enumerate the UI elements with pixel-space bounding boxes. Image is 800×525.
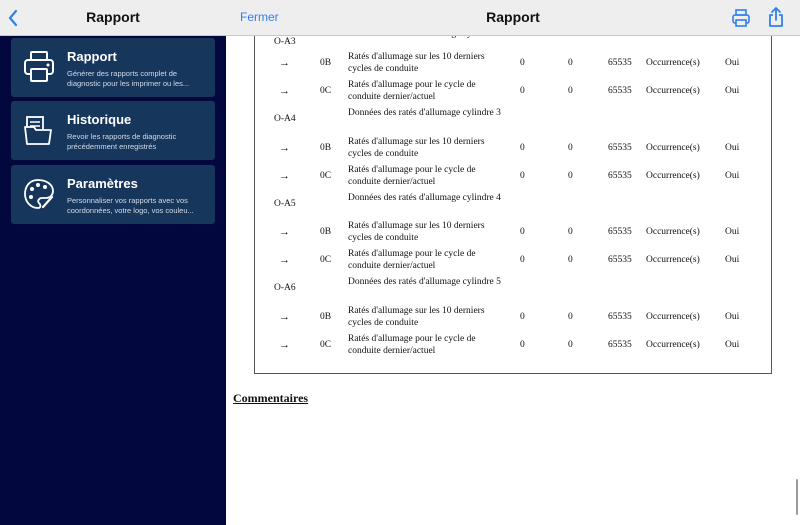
pid-code: 0C [320, 86, 332, 96]
unit-cell: Occurrence(s) [646, 143, 700, 153]
row-description: Ratés d'allumage sur les 10 derniers cycles de conduite [348, 306, 485, 328]
value-cell: 0 [520, 227, 525, 237]
value-cell: 0 [520, 340, 525, 350]
sidebar-header [0, 0, 226, 36]
row-description: Ratés d'allumage sur les 10 derniers cycles de conduite [348, 221, 485, 243]
menu-item-description: Personnaliser vos rapports avec vos coordonnées, votre logo, vos couleu... [67, 196, 194, 215]
value-cell: 0 [568, 340, 573, 350]
value-cell: 0 [568, 312, 573, 322]
status-cell: Oui [725, 340, 740, 350]
palette-icon [23, 177, 55, 211]
pid-code: 0B [320, 312, 332, 322]
pid-code: 0B [320, 143, 332, 153]
pid-code: 0B [320, 227, 332, 237]
value-cell: 0 [520, 58, 525, 68]
status-cell: Oui [725, 86, 740, 96]
group-id: O-A6 [274, 283, 296, 293]
row-description: Ratés d'allumage pour le cycle de conduite dernier/actuel [348, 334, 476, 356]
arrow-icon: → [279, 57, 290, 69]
max-cell: 65535 [608, 58, 632, 68]
menu-item-title: Historique [67, 112, 132, 127]
group-id: O-A5 [274, 199, 296, 209]
menu-item-parametres[interactable] [11, 165, 215, 224]
group-title: Données des ratés d'allumage cylindre 3 [348, 108, 501, 118]
pid-code: 0C [320, 255, 332, 265]
row-description: Ratés d'allumage sur les 10 derniers cycles de conduite [348, 52, 485, 74]
value-cell: 0 [520, 86, 525, 96]
share-icon [767, 6, 785, 28]
value-cell: 0 [568, 58, 573, 68]
comments-heading: Commentaires [233, 391, 309, 405]
unit-cell: Occurrence(s) [646, 312, 700, 322]
report-document[interactable] [226, 36, 800, 525]
menu-item-description: Revoir les rapports de diagnostic précédemment enregistrés [67, 132, 177, 151]
group-title: Données des ratés d'allumage cylindre 5 [348, 277, 501, 287]
report-header [226, 0, 800, 36]
arrow-icon: → [279, 254, 290, 266]
max-cell: 65535 [608, 227, 632, 237]
status-cell: Oui [725, 58, 740, 68]
sidebar [0, 0, 226, 525]
value-cell: 0 [520, 255, 525, 265]
value-cell: 0 [568, 255, 573, 265]
arrow-icon: → [279, 311, 290, 323]
max-cell: 65535 [608, 255, 632, 265]
arrow-icon: → [279, 142, 290, 154]
unit-cell: Occurrence(s) [646, 340, 700, 350]
print-icon [731, 8, 751, 28]
row-description: Ratés d'allumage sur les 10 derniers cycles de conduite [348, 137, 485, 159]
arrow-icon: → [279, 170, 290, 182]
max-cell: 65535 [608, 312, 632, 322]
status-cell: Oui [725, 227, 740, 237]
max-cell: 65535 [608, 143, 632, 153]
value-cell: 0 [568, 143, 573, 153]
value-cell: 0 [520, 171, 525, 181]
menu-item-description: Générer des rapports complet de diagnostic pour les imprimer ou les... [67, 69, 190, 88]
menu-item-title: Rapport [67, 49, 117, 64]
status-cell: Oui [725, 171, 740, 181]
status-cell: Oui [725, 143, 740, 153]
pid-code: 0C [320, 171, 332, 181]
max-cell: 65535 [608, 340, 632, 350]
menu-item-rapport[interactable] [11, 38, 215, 97]
scrollbar-thumb[interactable] [796, 479, 798, 515]
share-button[interactable] [767, 6, 785, 28]
arrow-icon: → [279, 339, 290, 351]
group-id: O-A3 [274, 37, 296, 47]
value-cell: 0 [568, 86, 573, 96]
printer-icon [23, 50, 55, 84]
value-cell: 0 [520, 312, 525, 322]
group-id: O-A4 [274, 114, 296, 124]
menu-item-historique[interactable] [11, 101, 215, 160]
unit-cell: Occurrence(s) [646, 171, 700, 181]
page-title: Rapport [486, 9, 540, 25]
arrow-icon: → [279, 85, 290, 97]
close-button[interactable]: Fermer [240, 10, 279, 24]
value-cell: 0 [568, 227, 573, 237]
unit-cell: Occurrence(s) [646, 58, 700, 68]
row-description: Ratés d'allumage pour le cycle de conduite dernier/actuel [348, 80, 476, 102]
unit-cell: Occurrence(s) [646, 227, 700, 237]
sidebar-title: Rapport [86, 9, 140, 25]
pid-code: 0B [320, 58, 332, 68]
pid-code: 0C [320, 340, 332, 350]
unit-cell: Occurrence(s) [646, 255, 700, 265]
menu-item-title: Paramètres [67, 176, 138, 191]
print-button[interactable] [731, 8, 751, 28]
max-cell: 65535 [608, 171, 632, 181]
value-cell: 0 [520, 143, 525, 153]
max-cell: 65535 [608, 86, 632, 96]
unit-cell: Occurrence(s) [646, 86, 700, 96]
report-panel [226, 0, 800, 525]
row-description: Ratés d'allumage pour le cycle de conduite dernier/actuel [348, 165, 476, 187]
status-cell: Oui [725, 312, 740, 322]
diagnostic-table [254, 30, 772, 374]
group-title: Données des ratés d'allumage cylindre 4 [348, 193, 501, 203]
arrow-icon: → [279, 226, 290, 238]
status-cell: Oui [725, 255, 740, 265]
folder-icon [23, 113, 55, 147]
row-description: Ratés d'allumage pour le cycle de conduite dernier/actuel [348, 249, 476, 271]
value-cell: 0 [568, 171, 573, 181]
